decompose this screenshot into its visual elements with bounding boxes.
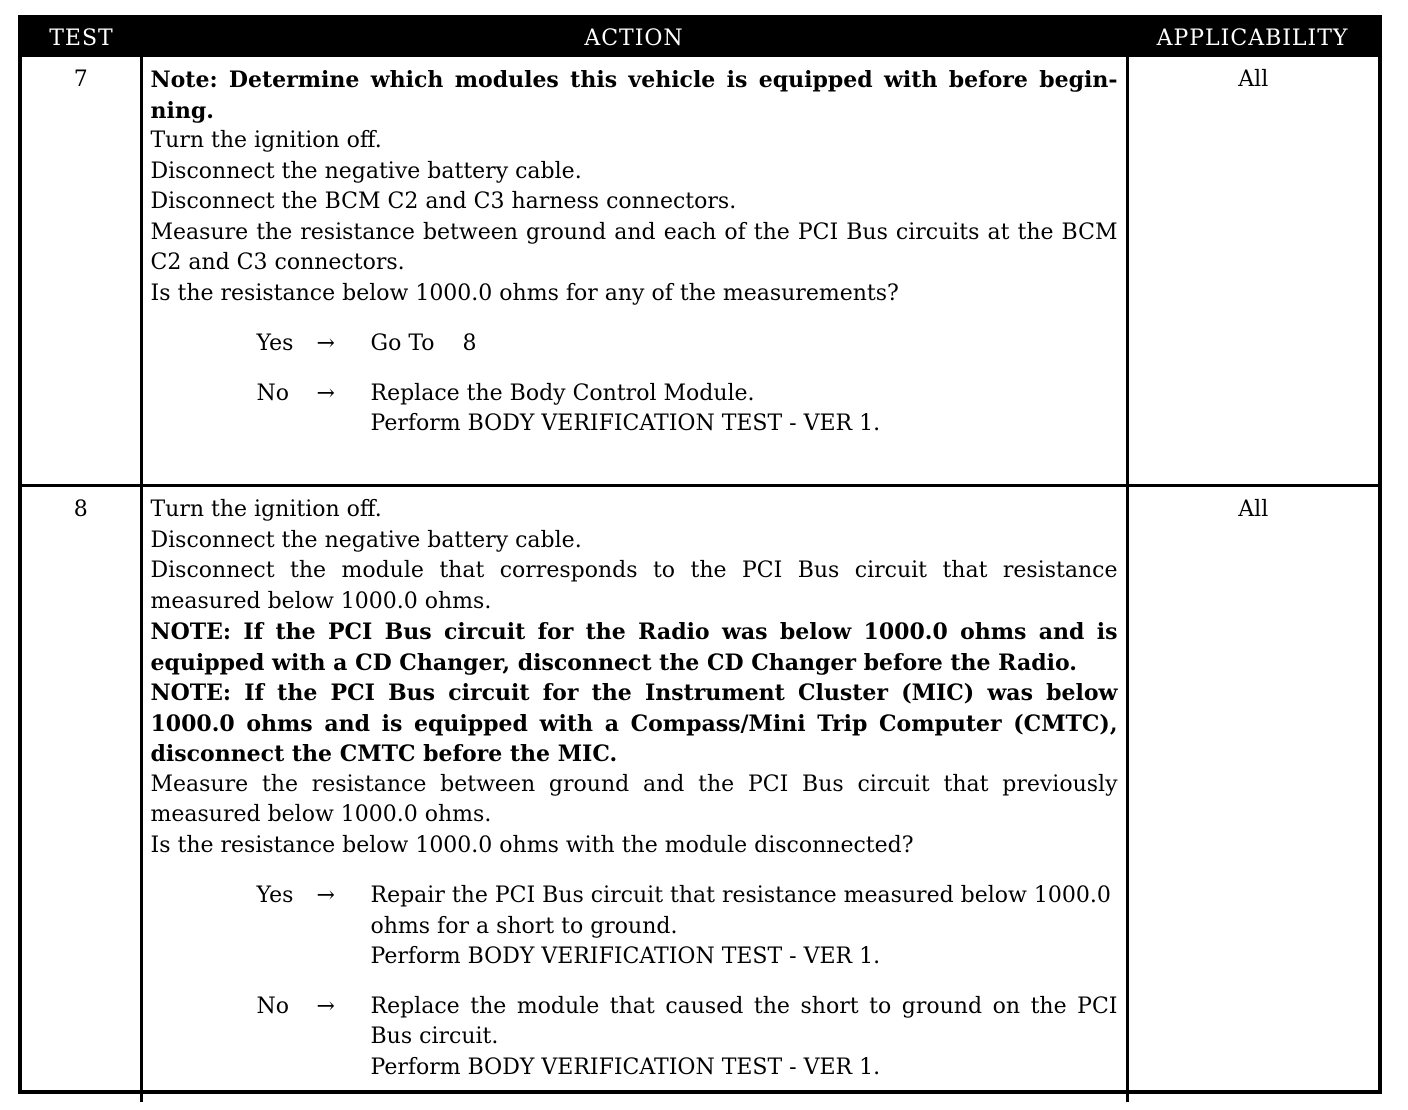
applicability-value: All	[1127, 486, 1378, 1103]
right-arrow-icon: →	[316, 883, 335, 908]
diagnostic-test-table	[18, 15, 1382, 1094]
header-action: ACTION	[141, 19, 1127, 57]
action-note: NOTE: If the PCI Bus circuit for the Instrument Cluster (MIC) was below 1000.0 ohms and is equipped with a Compass/Mini Trip Computer (CMTC), disconnect the CMTC before the MIC.	[150, 680, 1118, 767]
answer-result	[371, 329, 1118, 360]
answer-result-line: Perform BODY VERIFICATION TEST - VER 1.	[370, 411, 881, 436]
answer-label: No	[256, 993, 289, 1019]
answer-result-line: Replace the module that caused the short to ground on the PCI Bus circuit.	[370, 993, 1118, 1049]
action-note: NOTE: If the PCI Bus circuit for the Radio was below 1000.0 ohms and is equipped with a CD Changer, disconnect the CD Changer before the Radio.	[150, 619, 1118, 676]
header-test: TEST	[22, 19, 141, 57]
action-cell	[141, 57, 1127, 486]
answer-result	[371, 881, 1118, 973]
answer-result-line: Repair the PCI Bus circuit that resistance measured below 1000.0 ohms for a short to ground.	[370, 883, 1111, 939]
action-question: Is the resistance below 1000.0 ohms with the module disconnected?	[150, 832, 914, 858]
action-line: Disconnect the negative battery cable.	[150, 527, 582, 553]
answer-no	[151, 379, 1118, 440]
right-arrow-icon: →	[316, 380, 335, 406]
action-line: Disconnect the BCM C2 and C3 harness connectors.	[150, 189, 737, 214]
answer-no	[151, 992, 1118, 1084]
header-row	[22, 19, 1378, 57]
applicability-value: All	[1127, 57, 1378, 486]
answer-result	[371, 379, 1118, 440]
action-cell	[141, 486, 1127, 1103]
test-number: 8	[22, 486, 141, 1103]
action-line: Turn the ignition off.	[150, 497, 382, 522]
answer-result-line: Go To 8	[370, 331, 477, 356]
action-line: Measure the resistance between ground and each of the PCI Bus circuits at the BCM C2 and C3 connectors.	[150, 219, 1118, 275]
action-line: Disconnect the module that corresponds to the PCI Bus circuit that resistance measured below 1000.0 ohms.	[150, 558, 1118, 614]
right-arrow-icon: →	[316, 993, 335, 1019]
action-line: Disconnect the negative battery cable.	[150, 158, 582, 184]
answer-result	[371, 992, 1118, 1084]
test-table	[22, 19, 1378, 1102]
answer-yes	[151, 329, 1118, 360]
action-line: Note: Determine which modules this vehicle is equipped with before begin-ning.	[150, 67, 1118, 124]
answer-label: Yes	[256, 883, 294, 908]
answer-result-line: Replace the Body Control Module.	[370, 380, 755, 406]
test-row-7	[22, 57, 1378, 486]
answer-yes	[151, 881, 1118, 973]
answer-result-line: Perform BODY VERIFICATION TEST - VER 1.	[370, 944, 881, 969]
answer-label: Yes	[256, 331, 294, 356]
action-line: Measure the resistance between ground and the PCI Bus circuit that previously measured below 1000.0 ohms.	[150, 771, 1118, 827]
action-question: Is the resistance below 1000.0 ohms for any of the measurements?	[150, 280, 899, 306]
header-applicability: APPLICABILITY	[1127, 19, 1378, 57]
action-line: Turn the ignition off.	[150, 128, 382, 153]
test-row-8	[22, 486, 1378, 1103]
right-arrow-icon: →	[316, 331, 335, 356]
test-number: 7	[22, 57, 141, 486]
answer-result-line: Perform BODY VERIFICATION TEST - VER 1.	[370, 1054, 881, 1080]
answer-label: No	[256, 380, 289, 406]
